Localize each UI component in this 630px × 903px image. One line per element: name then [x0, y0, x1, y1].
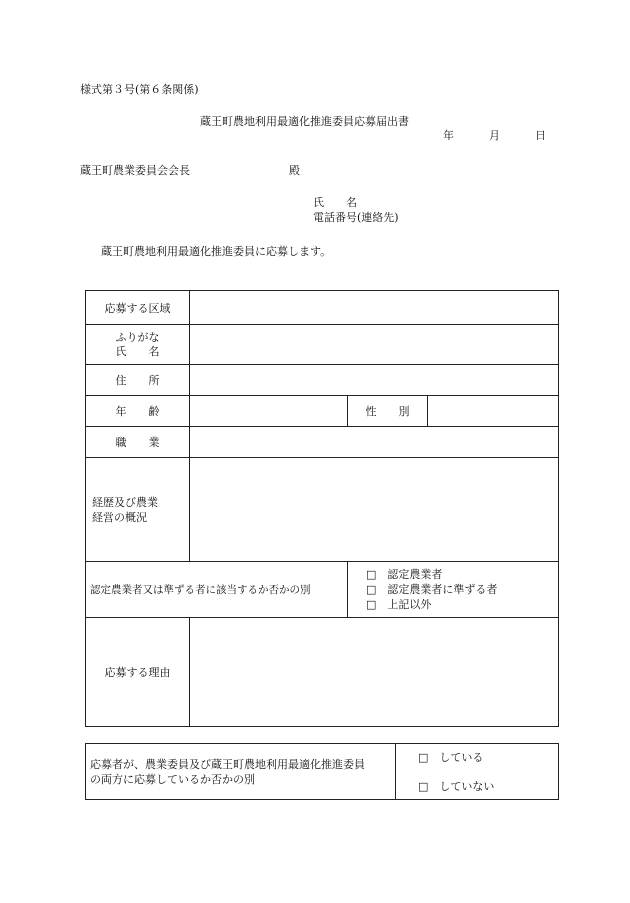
dual-question-line1: 応募者が、農業委員及び蔵王町農地利用最適化推進委員	[90, 757, 365, 771]
honorific: 殿	[289, 164, 300, 177]
dual-question	[86, 744, 396, 800]
date-month: 月	[489, 129, 500, 142]
certified-option-checkbox[interactable]: □ 認定農業者に準ずる者	[366, 583, 498, 596]
page-title: 蔵王町農地利用最適化推進委員応募届出書	[200, 115, 409, 128]
addressee: 蔵王町農業委員会会長	[80, 164, 190, 177]
date-day: 日	[535, 129, 546, 142]
address-field[interactable]	[190, 365, 559, 396]
name-label: 氏 名	[115, 344, 160, 358]
age-field[interactable]	[190, 396, 348, 427]
application-table	[85, 290, 559, 727]
applicant-name-label: 氏 名	[313, 196, 357, 209]
dual-option-no-checkbox[interactable]: □ していない	[418, 779, 495, 793]
sex-label: 性 別	[348, 396, 428, 427]
furigana-label: ふりがな	[115, 330, 160, 344]
reason-label: 応募する理由	[86, 618, 190, 727]
dual-question-line2: の両方に応募しているか否かの別	[90, 772, 255, 786]
statement: 蔵王町農地利用最適化推進委員に応募します。	[101, 245, 332, 258]
certified-question: 認定農業者又は準ずる者に該当するか否かの別	[86, 562, 348, 618]
age-label: 年 齢	[86, 396, 190, 427]
history-label-line1: 経歴及び農業	[92, 495, 158, 509]
certified-options	[348, 562, 559, 618]
certified-option-checkbox[interactable]: □ 上記以外	[366, 598, 432, 611]
dual-options	[396, 744, 559, 800]
name-field[interactable]	[190, 325, 559, 365]
form-number: 様式第３号(第６条関係)	[80, 83, 199, 96]
dual-option-yes-checkbox[interactable]: □ している	[418, 750, 484, 764]
applicant-phone-label: 電話番号(連絡先)	[313, 211, 399, 224]
history-label-cell	[86, 458, 190, 562]
certified-option-checkbox[interactable]: □ 認定農業者	[366, 568, 443, 581]
sex-field[interactable]	[428, 396, 559, 427]
address-label: 住 所	[86, 365, 190, 396]
date-year: 年	[443, 129, 454, 142]
history-field[interactable]	[190, 458, 559, 562]
area-field[interactable]	[190, 291, 559, 325]
reason-field[interactable]	[190, 618, 559, 727]
occupation-label: 職 業	[86, 427, 190, 458]
occupation-field[interactable]	[190, 427, 559, 458]
name-label-cell	[86, 325, 190, 365]
history-label-line2: 経営の概況	[92, 510, 147, 524]
area-label: 応募する区域	[86, 291, 190, 325]
dual-application-table	[85, 743, 559, 800]
